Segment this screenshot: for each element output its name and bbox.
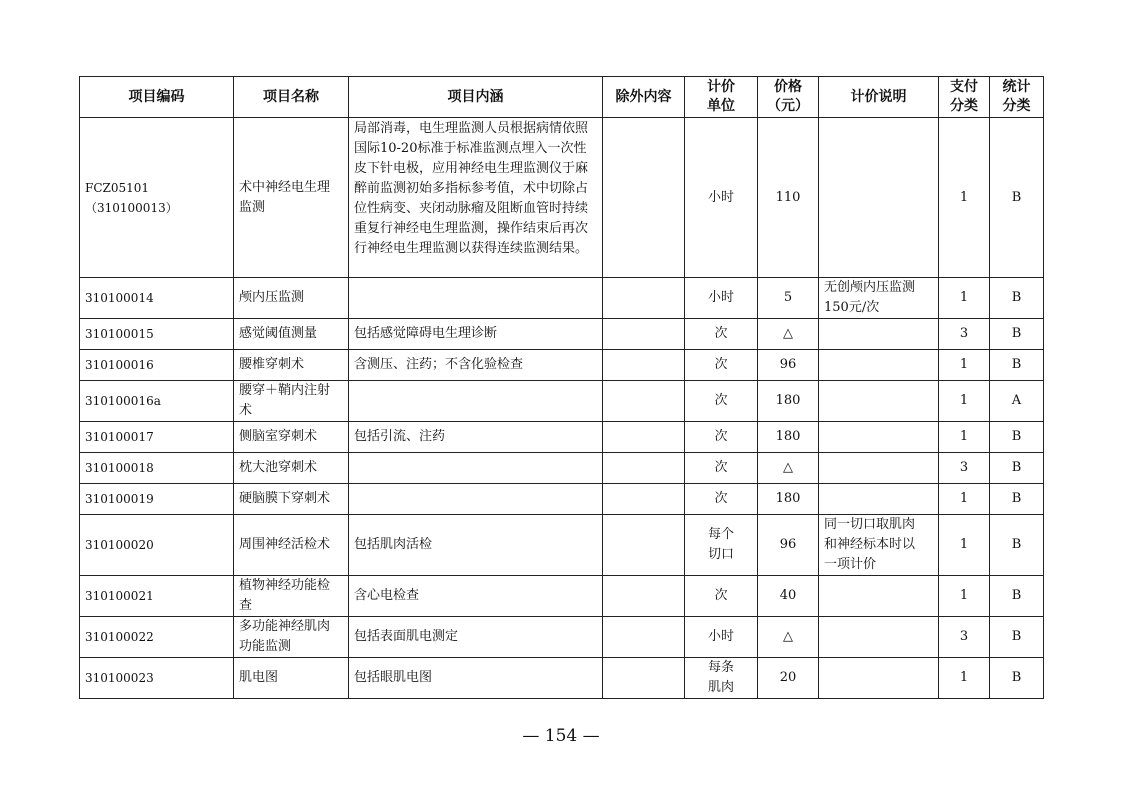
cell-note (819, 350, 939, 381)
cell-note: 同一切口取肌肉 和神经标本时以 一项计价 (819, 515, 939, 576)
cell-code: 310100019 (80, 484, 234, 515)
header-payment: 支付 分类 (939, 77, 990, 118)
table-row (80, 422, 1044, 453)
cell-stat: B (990, 515, 1044, 576)
cell-exclusion (603, 350, 685, 381)
cell-price: 5 (758, 278, 819, 319)
cell-name: 感觉阈值测量 (234, 319, 349, 350)
cell-stat: B (990, 422, 1044, 453)
cell-name: 硬脑膜下穿刺术 (234, 484, 349, 515)
cell-note (819, 118, 939, 278)
cell-name: 术中神经电生理 监测 (234, 118, 349, 278)
cell-payment: 1 (939, 658, 990, 699)
cell-payment: 3 (939, 617, 990, 658)
cell-note: 无创颅内压监测 150元/次 (819, 278, 939, 319)
header-content: 项目内涵 (349, 77, 603, 118)
cell-payment: 1 (939, 484, 990, 515)
cell-code: FCZ05101（310100013） (80, 118, 234, 278)
cell-content: 包括表面肌电测定 (349, 617, 603, 658)
cell-name: 腰穿＋鞘内注射 术 (234, 381, 349, 422)
cell-exclusion (603, 118, 685, 278)
cell-stat: B (990, 319, 1044, 350)
table-row (80, 576, 1044, 617)
cell-content: 包括肌肉活检 (349, 515, 603, 576)
cell-exclusion (603, 453, 685, 484)
cell-name: 颅内压监测 (234, 278, 349, 319)
cell-code: 310100018 (80, 453, 234, 484)
cell-note (819, 576, 939, 617)
header-exclusion: 除外内容 (603, 77, 685, 118)
table-row (80, 381, 1044, 422)
cell-exclusion (603, 515, 685, 576)
cell-name: 枕大池穿刺术 (234, 453, 349, 484)
cell-exclusion (603, 576, 685, 617)
cell-exclusion (603, 484, 685, 515)
cell-unit: 次 (685, 381, 758, 422)
table-row (80, 453, 1044, 484)
table-row (80, 319, 1044, 350)
table-row (80, 118, 1044, 278)
cell-unit: 每条 肌肉 (685, 658, 758, 699)
cell-stat: B (990, 278, 1044, 319)
cell-price: 180 (758, 381, 819, 422)
header-name: 项目名称 (234, 77, 349, 118)
fee-table (79, 76, 1044, 699)
cell-price: △ (758, 319, 819, 350)
cell-content: 包括感觉障碍电生理诊断 (349, 319, 603, 350)
cell-content (349, 484, 603, 515)
cell-code: 310100017 (80, 422, 234, 453)
cell-code: 310100023 (80, 658, 234, 699)
cell-content: 包括引流、注药 (349, 422, 603, 453)
cell-name: 周围神经活检术 (234, 515, 349, 576)
cell-name: 植物神经功能检 查 (234, 576, 349, 617)
cell-unit: 每个 切口 (685, 515, 758, 576)
cell-content (349, 453, 603, 484)
table-row (80, 515, 1044, 576)
cell-name: 多功能神经肌肉 功能监测 (234, 617, 349, 658)
cell-content (349, 381, 603, 422)
cell-content (349, 278, 603, 319)
cell-content: 局部消毒，电生理监测人员根据病情依照国际10-20标准于标准监测点埋入一次性皮下针电极，应用神经电生理监测仪于麻醉前监测初始多指标参考值，术中切除占位性病变、夹闭动脉瘤及阻断血管时持续重复行神经电生理监测，操作结束后再次行神经电生理监测以获得连续监测结果。 (349, 118, 603, 278)
header-code: 项目编码 (80, 77, 234, 118)
cell-price: 180 (758, 484, 819, 515)
cell-stat: B (990, 453, 1044, 484)
cell-price: 40 (758, 576, 819, 617)
table-row (80, 484, 1044, 515)
table-row (80, 350, 1044, 381)
cell-unit: 次 (685, 484, 758, 515)
cell-payment: 1 (939, 515, 990, 576)
header-note: 计价说明 (819, 77, 939, 118)
table-row (80, 617, 1044, 658)
cell-code: 310100021 (80, 576, 234, 617)
cell-name: 侧脑室穿刺术 (234, 422, 349, 453)
cell-unit: 小时 (685, 617, 758, 658)
cell-payment: 1 (939, 381, 990, 422)
cell-payment: 1 (939, 576, 990, 617)
cell-code: 310100016 (80, 350, 234, 381)
cell-unit: 次 (685, 422, 758, 453)
cell-exclusion (603, 278, 685, 319)
cell-exclusion (603, 319, 685, 350)
cell-stat: B (990, 658, 1044, 699)
cell-code: 310100016a (80, 381, 234, 422)
table-row (80, 278, 1044, 319)
cell-note (819, 484, 939, 515)
cell-name: 腰椎穿刺术 (234, 350, 349, 381)
cell-stat: A (990, 381, 1044, 422)
cell-payment: 3 (939, 453, 990, 484)
cell-price: △ (758, 453, 819, 484)
cell-note (819, 658, 939, 699)
table-header-row (80, 77, 1044, 118)
cell-payment: 1 (939, 422, 990, 453)
cell-payment: 3 (939, 319, 990, 350)
cell-exclusion (603, 381, 685, 422)
cell-exclusion (603, 422, 685, 453)
cell-price: △ (758, 617, 819, 658)
cell-unit: 次 (685, 576, 758, 617)
table-row (80, 658, 1044, 699)
cell-unit: 次 (685, 350, 758, 381)
header-unit: 计价 单位 (685, 77, 758, 118)
cell-code: 310100014 (80, 278, 234, 319)
cell-payment: 1 (939, 118, 990, 278)
cell-note (819, 319, 939, 350)
header-stat: 统计 分类 (990, 77, 1044, 118)
cell-payment: 1 (939, 278, 990, 319)
cell-unit: 次 (685, 453, 758, 484)
cell-name: 肌电图 (234, 658, 349, 699)
cell-note (819, 381, 939, 422)
cell-code: 310100022 (80, 617, 234, 658)
cell-exclusion (603, 658, 685, 699)
cell-code: 310100015 (80, 319, 234, 350)
cell-stat: B (990, 484, 1044, 515)
cell-payment: 1 (939, 350, 990, 381)
cell-price: 96 (758, 515, 819, 576)
cell-exclusion (603, 617, 685, 658)
cell-price: 96 (758, 350, 819, 381)
cell-stat: B (990, 617, 1044, 658)
cell-note (819, 617, 939, 658)
cell-stat: B (990, 576, 1044, 617)
cell-price: 110 (758, 118, 819, 278)
cell-stat: B (990, 118, 1044, 278)
cell-content: 含心电检查 (349, 576, 603, 617)
header-price: 价格 （元） (758, 77, 819, 118)
cell-unit: 小时 (685, 118, 758, 278)
page-number: — 154 — (522, 726, 600, 746)
cell-content: 含测压、注药；不含化验检查 (349, 350, 603, 381)
cell-note (819, 422, 939, 453)
cell-content: 包括眼肌电图 (349, 658, 603, 699)
cell-unit: 小时 (685, 278, 758, 319)
cell-price: 180 (758, 422, 819, 453)
cell-unit: 次 (685, 319, 758, 350)
cell-code: 310100020 (80, 515, 234, 576)
cell-stat: B (990, 350, 1044, 381)
cell-note (819, 453, 939, 484)
cell-price: 20 (758, 658, 819, 699)
